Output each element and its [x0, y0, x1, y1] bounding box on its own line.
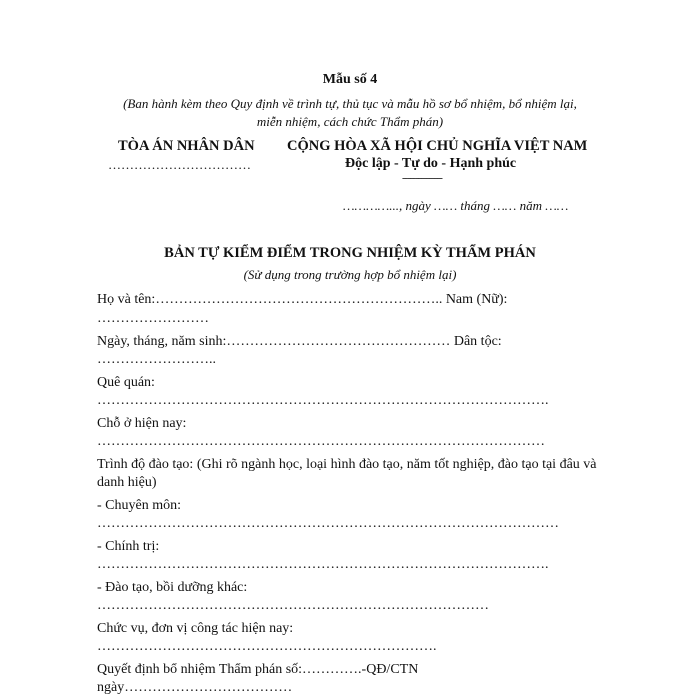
court-name-blank: …………………………… [108, 157, 251, 172]
full-name-field: Họ và tên:…………………………………………………….. Nam (Nữ): [97, 292, 508, 307]
position-label: Chức vụ, đơn vị công tác hiện nay: [97, 621, 294, 636]
document-title: BẢN TỰ KIỂM ĐIỂM TRONG NHIỆM KỲ THẨM PHÁN [164, 245, 536, 261]
education-label: Trình độ đào tạo: (Ghi rõ ngành học, loại hình đào tạo, năm tốt nghiệp, đào tạo tại đâu và [97, 457, 597, 472]
issued-note-line2: miễn nhiệm, cách chức Thẩm phán) [256, 114, 444, 129]
position-field: ………………………………………………………………. [97, 639, 437, 654]
place-date-line: …………..., ngày …… tháng …… năm …… [343, 198, 569, 213]
education-label-continuation: danh hiệu) [97, 475, 157, 490]
court-name: TÒA ÁN NHÂN DÂN [118, 138, 255, 154]
specialty-label: - Chuyên môn: [97, 498, 181, 513]
hometown-label: Quê quán: [97, 375, 155, 390]
appointment-decision-field: Quyết định bổ nhiệm Thẩm phán số:………….-QĐ/CTN [97, 662, 419, 677]
motto-underline: --------------- [402, 172, 442, 184]
ethnicity-field-continuation: …………………….. [97, 352, 216, 367]
specialty-field: ……………………………………………………………………………………… [97, 516, 559, 531]
gender-field-continuation: …………………… [97, 311, 209, 326]
politics-field: ……………………………………………………………………………………. [97, 557, 549, 572]
date-of-birth-field: Ngày, tháng, năm sinh:………………………………………… Dân tộc: [97, 334, 502, 349]
document-subtitle: (Sử dụng trong trường hợp bổ nhiệm lại) [243, 267, 457, 282]
appointment-decision-date: ngày……………………………… [97, 680, 293, 695]
issued-note-line1: (Ban hành kèm theo Quy định về trình tự, thủ tục và mẫu hồ sơ bổ nhiệm, bổ nhiệm lại, [123, 96, 577, 111]
politics-label: - Chính trị: [97, 539, 160, 554]
residence-label: Chỗ ở hiện nay: [97, 416, 187, 431]
residence-field: …………………………………………………………………………………… [97, 434, 545, 449]
other-training-label: - Đào tạo, bồi dưỡng khác: [97, 580, 248, 595]
hometown-field: ……………………………………………………………………………………. [97, 393, 549, 408]
other-training-field: ………………………………………………………………………… [97, 598, 489, 613]
nation-name: CỘNG HÒA XÃ HỘI CHỦ NGHĨA VIỆT NAM [287, 138, 588, 154]
national-motto: Độc lập - Tự do - Hạnh phúc [345, 156, 517, 171]
form-number: Mẫu số 4 [322, 72, 378, 87]
